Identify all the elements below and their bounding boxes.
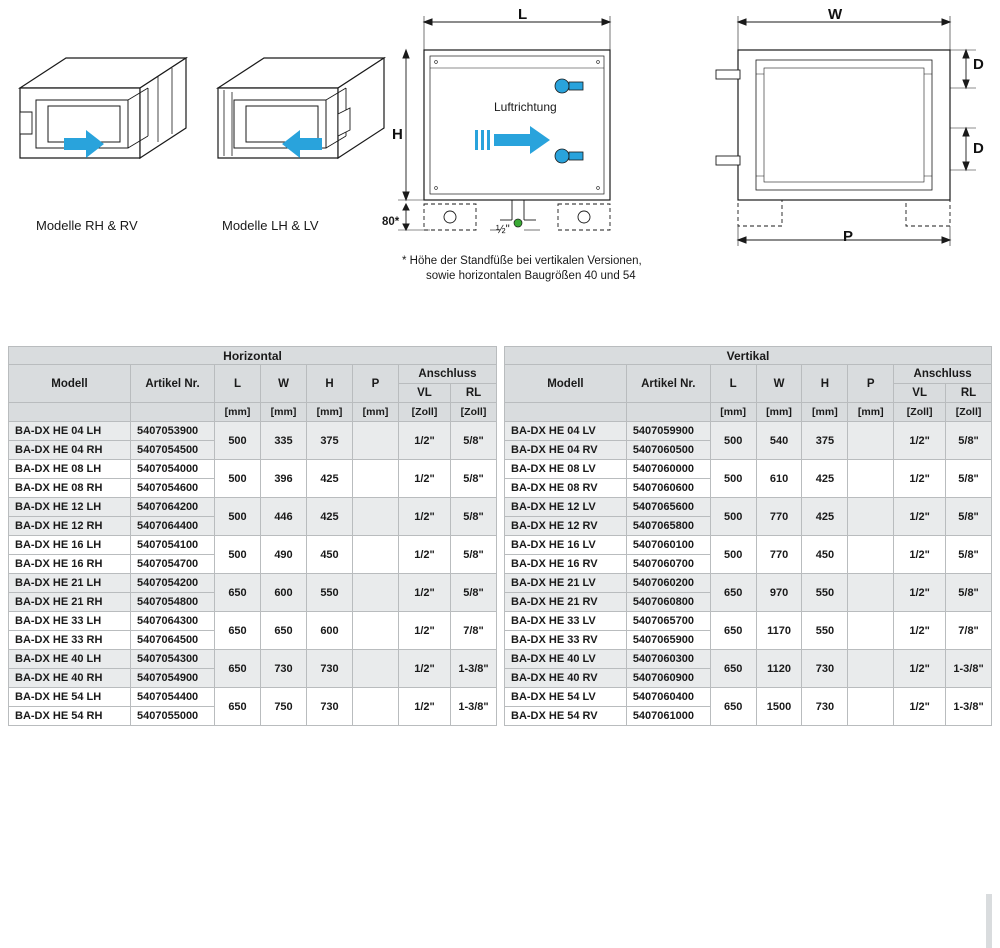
cell-artikel: 5407061000 — [626, 707, 710, 726]
cell-W: 1120 — [756, 650, 802, 688]
cell-RL: 7/8" — [946, 612, 992, 650]
cell-L: 650 — [215, 688, 261, 726]
cell-model: BA-DX HE 12 LH — [9, 498, 131, 517]
cell-model: BA-DX HE 08 RH — [9, 479, 131, 498]
cell-W: 600 — [261, 574, 307, 612]
cell-RL: 5/8" — [946, 460, 992, 498]
cell-P — [353, 422, 399, 460]
cell-VL: 1/2" — [399, 574, 451, 612]
horizontal-table-wrapper — [8, 346, 497, 726]
cell-H: 425 — [802, 460, 848, 498]
cell-H: 600 — [307, 612, 353, 650]
dim-label-D-bottom: D — [973, 140, 984, 157]
side-view-drawing — [700, 8, 992, 258]
horizontal-table-body — [9, 422, 497, 726]
cell-P — [848, 688, 894, 726]
cell-artikel: 5407065900 — [626, 631, 710, 650]
horizontal-spec-table — [8, 346, 497, 726]
cell-RL: 1-3/8" — [451, 688, 497, 726]
horizontal-group-title: Horizontal — [9, 347, 497, 365]
cell-artikel: 5407065600 — [626, 498, 710, 517]
cell-H: 425 — [802, 498, 848, 536]
cell-L: 500 — [710, 422, 756, 460]
col-header-RL: RL — [946, 384, 992, 403]
cell-H: 730 — [307, 688, 353, 726]
col-header-W: W — [756, 365, 802, 403]
cell-L: 650 — [710, 574, 756, 612]
cell-VL: 1/2" — [399, 536, 451, 574]
col-header-artikel: Artikel Nr. — [131, 365, 215, 403]
cell-RL: 1-3/8" — [451, 650, 497, 688]
unit-P: [mm] — [848, 403, 894, 422]
cell-model: BA-DX HE 33 RV — [505, 631, 627, 650]
cell-artikel: 5407055000 — [131, 707, 215, 726]
table-row — [9, 612, 497, 631]
cell-model: BA-DX HE 04 RH — [9, 441, 131, 460]
cell-artikel: 5407064500 — [131, 631, 215, 650]
col-header-VL: VL — [399, 384, 451, 403]
unit-RL: [Zoll] — [451, 403, 497, 422]
cell-artikel: 5407054900 — [131, 669, 215, 688]
cell-model: BA-DX HE 12 LV — [505, 498, 627, 517]
cell-model: BA-DX HE 12 RV — [505, 517, 627, 536]
cell-artikel: 5407060700 — [626, 555, 710, 574]
cell-model: BA-DX HE 54 LH — [9, 688, 131, 707]
table-row — [505, 536, 992, 555]
caption-lh-lv: Modelle LH & LV — [222, 218, 319, 233]
cell-RL: 5/8" — [946, 574, 992, 612]
cell-L: 650 — [215, 612, 261, 650]
cell-P — [353, 612, 399, 650]
cell-model: BA-DX HE 21 RV — [505, 593, 627, 612]
caption-rh-rv: Modelle RH & RV — [36, 218, 138, 233]
cell-model: BA-DX HE 16 LV — [505, 536, 627, 555]
cell-VL: 1/2" — [894, 536, 946, 574]
unit-RL: [Zoll] — [946, 403, 992, 422]
cell-model: BA-DX HE 33 LH — [9, 612, 131, 631]
cell-P — [353, 574, 399, 612]
cell-W: 770 — [756, 536, 802, 574]
cell-P — [848, 574, 894, 612]
unit-VL: [Zoll] — [399, 403, 451, 422]
dim-label-W: W — [828, 6, 843, 23]
cell-VL: 1/2" — [894, 688, 946, 726]
cell-L: 650 — [710, 650, 756, 688]
cell-artikel: 5407065700 — [626, 612, 710, 631]
cell-W: 730 — [261, 650, 307, 688]
cell-L: 650 — [215, 574, 261, 612]
cell-artikel: 5407054700 — [131, 555, 215, 574]
cell-model: BA-DX HE 04 LV — [505, 422, 627, 441]
vertikal-table-body — [505, 422, 992, 726]
cell-P — [848, 460, 894, 498]
dim-label-P: P — [843, 228, 854, 245]
cell-model: BA-DX HE 21 LH — [9, 574, 131, 593]
cell-artikel: 5407060500 — [626, 441, 710, 460]
cell-H: 730 — [802, 650, 848, 688]
unit-P: [mm] — [353, 403, 399, 422]
col-header-P: P — [353, 365, 399, 403]
cell-W: 396 — [261, 460, 307, 498]
cell-P — [353, 498, 399, 536]
cell-W: 610 — [756, 460, 802, 498]
cell-model: BA-DX HE 04 RV — [505, 441, 627, 460]
cell-artikel: 5407064200 — [131, 498, 215, 517]
cell-model: BA-DX HE 33 RH — [9, 631, 131, 650]
cell-P — [353, 688, 399, 726]
col-header-RL: RL — [451, 384, 497, 403]
cell-H: 730 — [307, 650, 353, 688]
unit-blank-modell — [505, 403, 627, 422]
cell-RL: 5/8" — [451, 498, 497, 536]
cell-P — [848, 422, 894, 460]
dim-label-D-top: D — [973, 56, 984, 73]
cell-VL: 1/2" — [894, 574, 946, 612]
cell-H: 450 — [802, 536, 848, 574]
cell-L: 500 — [215, 536, 261, 574]
cell-model: BA-DX HE 16 RV — [505, 555, 627, 574]
diagram-area — [0, 0, 1000, 340]
cell-L: 650 — [710, 612, 756, 650]
cell-H: 730 — [802, 688, 848, 726]
dim-label-L: L — [518, 6, 528, 23]
cell-model: BA-DX HE 08 LH — [9, 460, 131, 479]
cell-artikel: 5407064400 — [131, 517, 215, 536]
cell-RL: 5/8" — [451, 536, 497, 574]
cell-L: 500 — [710, 460, 756, 498]
cell-model: BA-DX HE 40 LH — [9, 650, 131, 669]
airflow-label: Luftrichtung — [494, 100, 557, 114]
cell-RL: 5/8" — [451, 574, 497, 612]
cell-RL: 5/8" — [946, 536, 992, 574]
cell-P — [353, 536, 399, 574]
cell-artikel: 5407060000 — [626, 460, 710, 479]
cell-artikel: 5407060100 — [626, 536, 710, 555]
dim-label-foot-height: 80* — [382, 216, 400, 228]
cell-W: 335 — [261, 422, 307, 460]
cell-L: 500 — [215, 422, 261, 460]
cell-VL: 1/2" — [399, 498, 451, 536]
cell-L: 500 — [215, 498, 261, 536]
cell-artikel: 5407054400 — [131, 688, 215, 707]
table-row — [505, 650, 992, 669]
cell-RL: 7/8" — [451, 612, 497, 650]
cell-artikel: 5407054000 — [131, 460, 215, 479]
unit-H: [mm] — [802, 403, 848, 422]
unit-VL: [Zoll] — [894, 403, 946, 422]
table-row — [9, 498, 497, 517]
col-header-H: H — [802, 365, 848, 403]
col-header-artikel: Artikel Nr. — [626, 365, 710, 403]
col-header-modell: Modell — [9, 365, 131, 403]
cell-VL: 1/2" — [399, 612, 451, 650]
table-row — [505, 498, 992, 517]
cell-artikel: 5407060200 — [626, 574, 710, 593]
cell-artikel: 5407054100 — [131, 536, 215, 555]
cell-model: BA-DX HE 21 LV — [505, 574, 627, 593]
col-header-anschluss: Anschluss — [894, 365, 992, 384]
table-row — [505, 688, 992, 707]
unit-blank-artikel — [626, 403, 710, 422]
unit-H: [mm] — [307, 403, 353, 422]
cell-artikel: 5407054300 — [131, 650, 215, 669]
cell-W: 750 — [261, 688, 307, 726]
cell-RL: 1-3/8" — [946, 650, 992, 688]
cell-W: 490 — [261, 536, 307, 574]
cell-model: BA-DX HE 33 LV — [505, 612, 627, 631]
table-row — [505, 460, 992, 479]
table-row — [9, 650, 497, 669]
cell-artikel: 5407064300 — [131, 612, 215, 631]
cell-P — [353, 460, 399, 498]
cell-artikel: 5407054600 — [131, 479, 215, 498]
unit-blank-artikel — [131, 403, 215, 422]
table-row — [9, 536, 497, 555]
cell-artikel: 5407060400 — [626, 688, 710, 707]
cell-H: 450 — [307, 536, 353, 574]
cell-model: BA-DX HE 54 LV — [505, 688, 627, 707]
cell-model: BA-DX HE 40 RH — [9, 669, 131, 688]
table-row — [505, 422, 992, 441]
cell-W: 540 — [756, 422, 802, 460]
dim-label-H: H — [392, 126, 403, 143]
cell-P — [848, 612, 894, 650]
cell-VL: 1/2" — [894, 460, 946, 498]
cell-L: 650 — [710, 688, 756, 726]
cell-model: BA-DX HE 21 RH — [9, 593, 131, 612]
cell-model: BA-DX HE 16 RH — [9, 555, 131, 574]
cell-VL: 1/2" — [399, 688, 451, 726]
cell-artikel: 5407054200 — [131, 574, 215, 593]
cell-model: BA-DX HE 54 RV — [505, 707, 627, 726]
cell-L: 500 — [710, 498, 756, 536]
cell-model: BA-DX HE 40 RV — [505, 669, 627, 688]
cell-H: 425 — [307, 498, 353, 536]
cell-VL: 1/2" — [399, 650, 451, 688]
cell-model: BA-DX HE 08 RV — [505, 479, 627, 498]
footnote-line-1: * Höhe der Standfüße bei vertikalen Versionen, — [402, 255, 642, 267]
unit-L: [mm] — [710, 403, 756, 422]
cell-H: 550 — [802, 612, 848, 650]
page-edge-marker — [986, 894, 992, 948]
unit-L: [mm] — [215, 403, 261, 422]
cell-H: 425 — [307, 460, 353, 498]
cell-VL: 1/2" — [894, 498, 946, 536]
col-header-H: H — [307, 365, 353, 403]
col-header-W: W — [261, 365, 307, 403]
cell-W: 650 — [261, 612, 307, 650]
table-row — [9, 422, 497, 441]
cell-model: BA-DX HE 16 LH — [9, 536, 131, 555]
cell-artikel: 5407053900 — [131, 422, 215, 441]
iso-view-lh-lv — [206, 30, 396, 200]
table-row — [9, 460, 497, 479]
cell-artikel: 5407054800 — [131, 593, 215, 612]
cell-W: 446 — [261, 498, 307, 536]
cell-L: 650 — [215, 650, 261, 688]
unit-W: [mm] — [756, 403, 802, 422]
vertikal-table-wrapper — [504, 346, 992, 726]
unit-W: [mm] — [261, 403, 307, 422]
cell-model: BA-DX HE 08 LV — [505, 460, 627, 479]
cell-P — [353, 650, 399, 688]
front-view-drawing — [372, 8, 662, 258]
col-header-P: P — [848, 365, 894, 403]
cell-W: 770 — [756, 498, 802, 536]
cell-P — [848, 650, 894, 688]
cell-H: 550 — [307, 574, 353, 612]
cell-VL: 1/2" — [894, 612, 946, 650]
cell-artikel: 5407054500 — [131, 441, 215, 460]
cell-artikel: 5407060600 — [626, 479, 710, 498]
cell-RL: 5/8" — [451, 460, 497, 498]
cell-artikel: 5407060900 — [626, 669, 710, 688]
iso-view-rh-rv — [8, 30, 198, 200]
cell-H: 375 — [307, 422, 353, 460]
vertikal-group-title: Vertikal — [505, 347, 992, 365]
cell-artikel: 5407059900 — [626, 422, 710, 441]
cell-artikel: 5407060300 — [626, 650, 710, 669]
connection-size-label: ½" — [496, 224, 510, 236]
col-header-L: L — [710, 365, 756, 403]
cell-W: 1170 — [756, 612, 802, 650]
vertikal-spec-table — [504, 346, 992, 726]
cell-RL: 1-3/8" — [946, 688, 992, 726]
cell-VL: 1/2" — [894, 650, 946, 688]
cell-artikel: 5407060800 — [626, 593, 710, 612]
footnote-line-2: sowie horizontalen Baugrößen 40 und 54 — [426, 270, 636, 282]
cell-model: BA-DX HE 54 RH — [9, 707, 131, 726]
col-header-L: L — [215, 365, 261, 403]
cell-model: BA-DX HE 40 LV — [505, 650, 627, 669]
cell-RL: 5/8" — [451, 422, 497, 460]
cell-RL: 5/8" — [946, 422, 992, 460]
cell-P — [848, 498, 894, 536]
cell-H: 375 — [802, 422, 848, 460]
col-header-modell: Modell — [505, 365, 627, 403]
col-header-VL: VL — [894, 384, 946, 403]
unit-blank-modell — [9, 403, 131, 422]
cell-VL: 1/2" — [399, 460, 451, 498]
cell-P — [848, 536, 894, 574]
cell-model: BA-DX HE 12 RH — [9, 517, 131, 536]
table-row — [9, 574, 497, 593]
table-row — [505, 574, 992, 593]
cell-artikel: 5407065800 — [626, 517, 710, 536]
cell-VL: 1/2" — [399, 422, 451, 460]
cell-W: 1500 — [756, 688, 802, 726]
cell-RL: 5/8" — [946, 498, 992, 536]
table-row — [9, 688, 497, 707]
cell-model: BA-DX HE 04 LH — [9, 422, 131, 441]
cell-W: 970 — [756, 574, 802, 612]
cell-L: 500 — [215, 460, 261, 498]
cell-L: 500 — [710, 536, 756, 574]
col-header-anschluss: Anschluss — [399, 365, 497, 384]
cell-H: 550 — [802, 574, 848, 612]
table-row — [505, 612, 992, 631]
cell-VL: 1/2" — [894, 422, 946, 460]
